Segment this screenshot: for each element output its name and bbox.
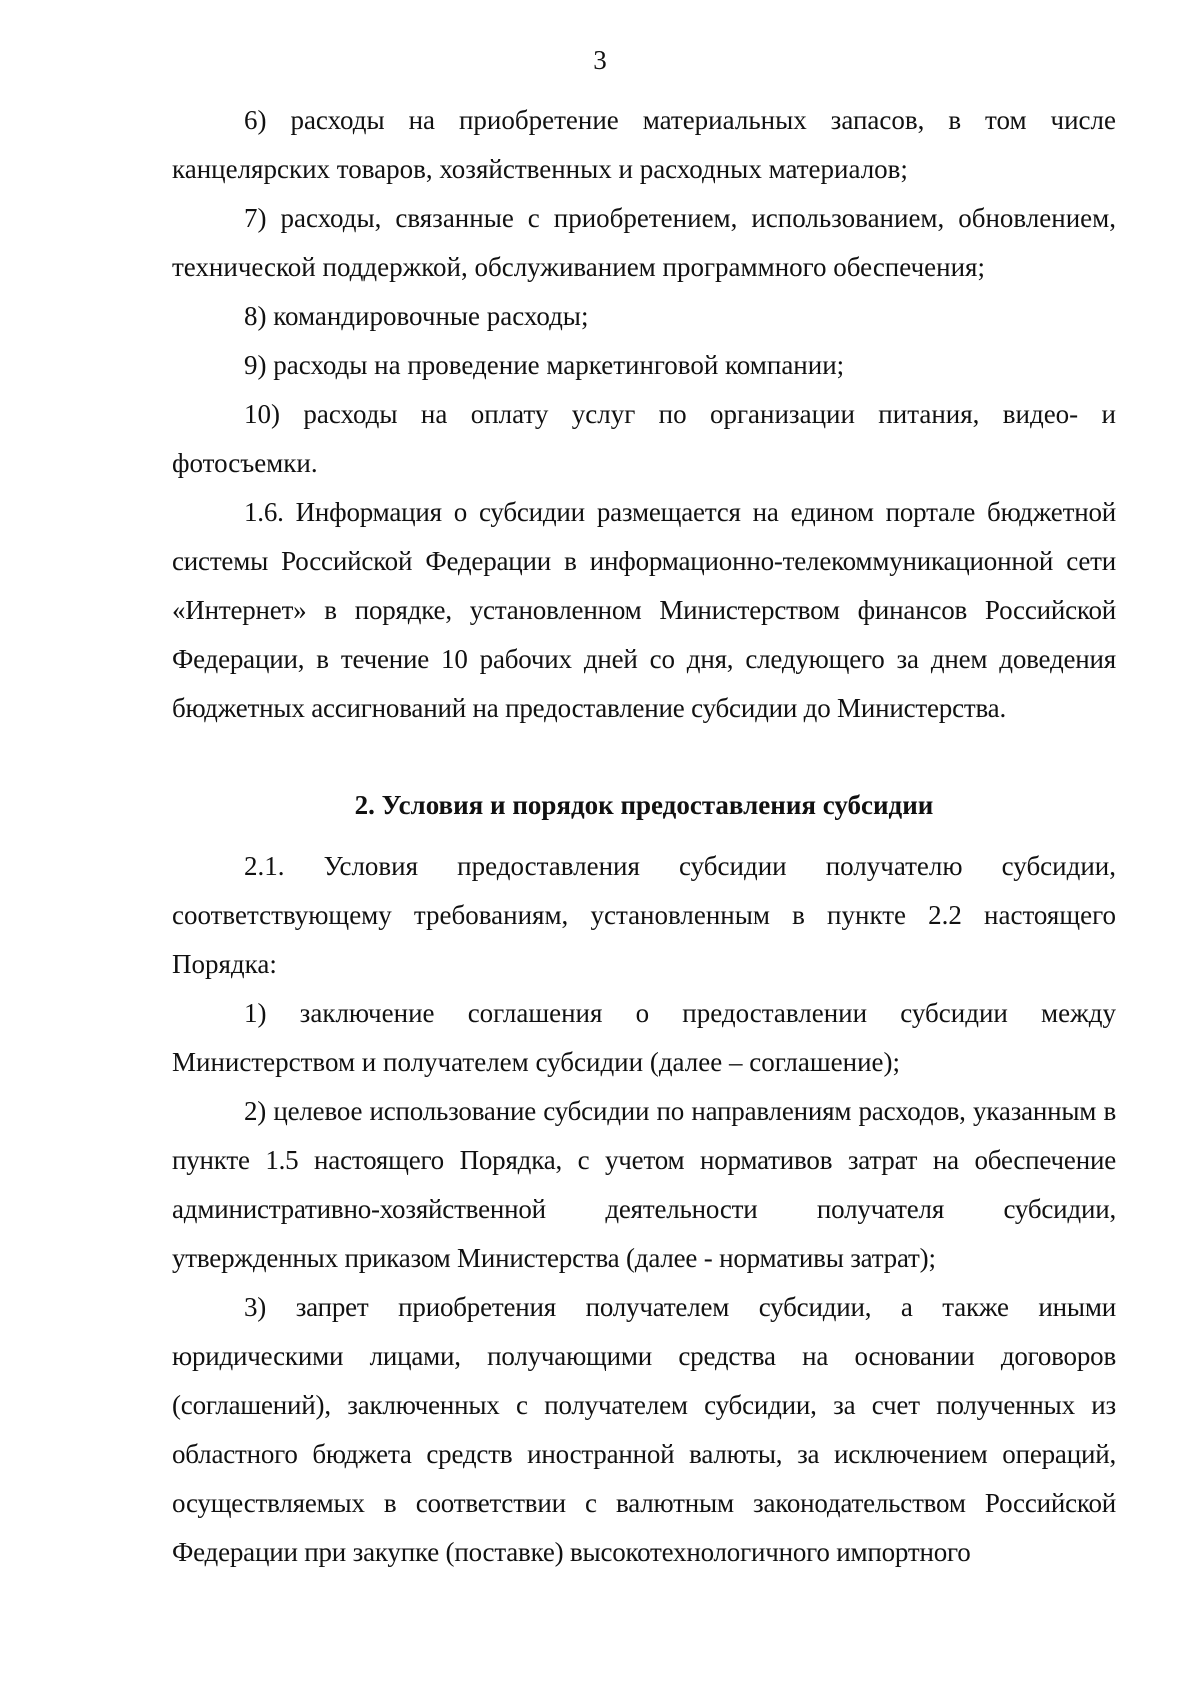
paragraph-item-7: 7) расходы, связанные с приобретением, использованием, обновлением, технической поддержкой, обслуживанием программного обеспечения; — [172, 203, 1116, 282]
paragraph-item-10: 10) расходы на оплату услуг по организации питания, видео- и фотосъемки. — [172, 399, 1116, 478]
paragraph-2-1: 2.1. Условия предоставления субсидии получателю субсидии, соответствующему требованиям, установленным в пункте 2.2 настоящего Порядка: — [172, 851, 1116, 979]
paragraph-1-6: 1.6. Информация о субсидии размещается на едином портале бюджетной системы Российской Федерации в информационно-телекоммуникационной сети «Интернет» в порядке, установленном Министерством финансов Российской Федерации, в течение 10 рабочих дней со дня, следующего за днем доведения бюджетных ассигнований на предоставление субсидии до Министерства. — [172, 497, 1116, 723]
paragraph-condition-1: 1) заключение соглашения о предоставлении субсидии между Министерством и получателем субсидии (далее – соглашение); — [172, 998, 1116, 1077]
paragraph-item-8: 8) командировочные расходы; — [244, 301, 589, 331]
paragraph-item-9: 9) расходы на проведение маркетинговой компании; — [244, 350, 845, 380]
section-heading: 2. Условия и порядок предоставления субсидии — [354, 790, 934, 820]
document-body — [172, 96, 1116, 1577]
paragraph-item-6: 6) расходы на приобретение материальных запасов, в том числе канцелярских товаров, хозяйственных и расходных материалов; — [172, 105, 1116, 184]
paragraph-condition-2: 2) целевое использование субсидии по направлениям расходов, указанным в пункте 1.5 настоящего Порядка, с учетом нормативов затрат на обеспечение административно-хозяйственной деятельности получателя субсидии, утвержденных приказом Министерства (далее - нормативы затрат); — [172, 1096, 1116, 1273]
page-number: 3 — [593, 45, 607, 75]
paragraph-condition-3: 3) запрет приобретения получателем субсидии, а также иными юридическими лицами, получающими средства на основании договоров (соглашений), заключенных с получателем субсидии, за счет полученных из областного бюджета средств иностранной валюты, за исключением операций, осуществляемых в соответствии с валютным законодательством Российской Федерации при закупке (поставке) высокотехнологичного импортного — [172, 1292, 1116, 1567]
